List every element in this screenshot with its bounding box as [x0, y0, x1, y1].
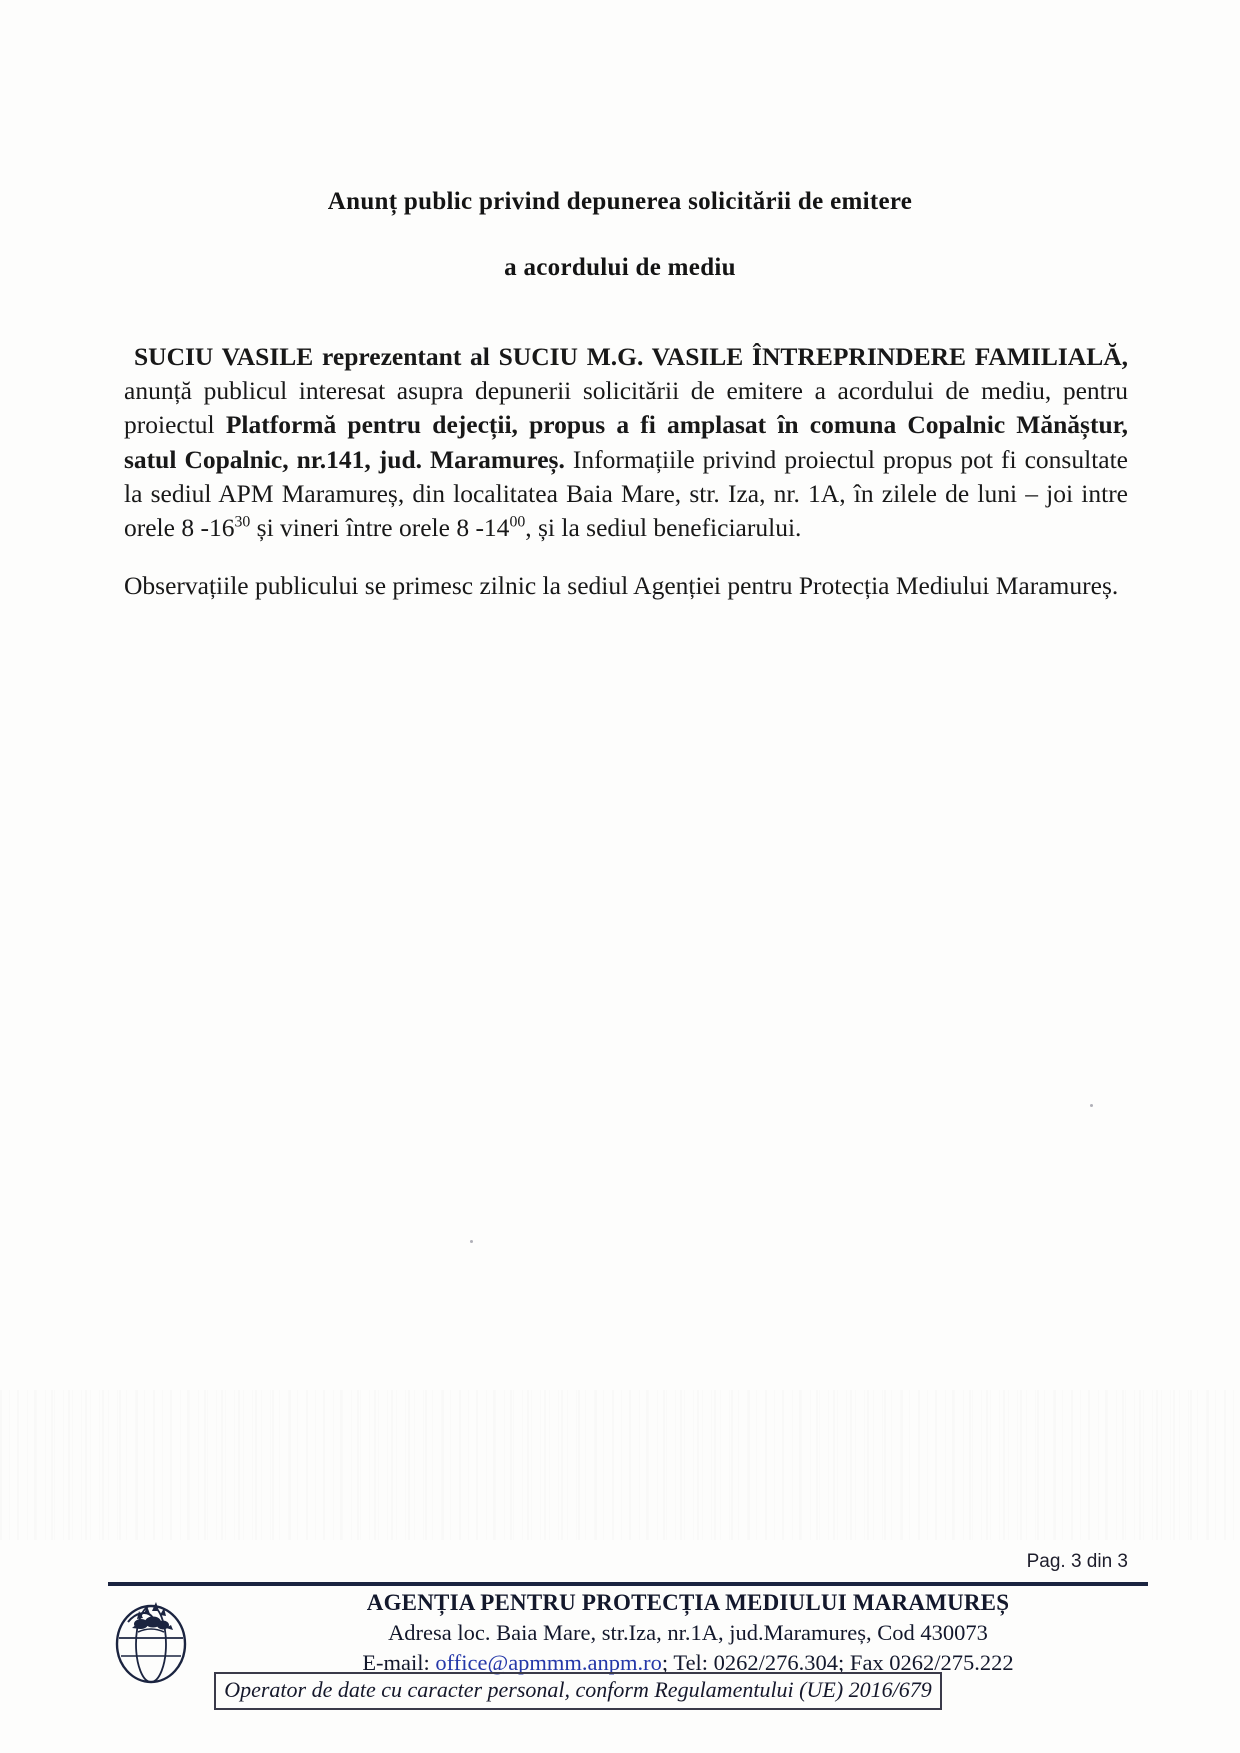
announcement-text-2: Informațiile privind proiectul propus pot fi consultate la sediul APM Maramureș, din localitatea Baia Mare, str. Iza, nr. 1A, în zilele de luni – joi intre orele 8 -16: [124, 444, 1128, 543]
title-line-1: Anunț public privind depunerea solicitării de emitere: [327, 188, 913, 215]
observations-paragraph: Observațiile publicului se primesc zilnic la sediul Agenției pentru Protecția Mediului Maramureș.: [124, 571, 1119, 601]
footer-divider: [108, 1582, 1148, 1586]
document-body: [124, 340, 1128, 603]
footer-email-link[interactable]: office@apmmm.anpm.ro: [435, 1650, 662, 1675]
apm-globe-logo-icon: [108, 1594, 194, 1686]
page-title: [0, 188, 1240, 282]
hours-superscript-1: 30: [234, 513, 251, 531]
scan-artifact-band: [0, 1390, 1240, 1540]
page-number: Pag. 3 din 3: [1026, 1551, 1128, 1572]
announcement-text-3: și vineri între orele 8 -14: [250, 513, 510, 543]
scan-speck: [470, 1240, 473, 1243]
scan-speck: [1090, 1104, 1093, 1107]
hours-superscript-2: 00: [509, 513, 526, 531]
footer-organization: AGENȚIA PENTRU PROTECȚIA MEDIULUI MARAMUREȘ: [366, 1590, 1010, 1615]
announcement-text-1: anunță publicul interesat asupra depunerii solicitării de emitere a acordului de mediu, pentru proiectul: [124, 376, 1128, 440]
gdpr-notice-box: [214, 1672, 942, 1710]
gdpr-notice-text: Operator de date cu caracter personal, conform Regulamentului (UE) 2016/679: [224, 1677, 932, 1702]
footer-address: Adresa loc. Baia Mare, str.Iza, nr.1A, jud.Maramureș, Cod 430073: [388, 1620, 988, 1645]
project-description-bold: Platformă pentru dejecții, propus a fi amplasat în comuna Copalnic Mănăștur, satul Copalnic, nr.141, jud. Maramureș.: [124, 410, 1128, 474]
footer: [108, 1590, 1148, 1676]
title-line-2: a acordului de mediu: [504, 254, 736, 281]
footer-text-block: [228, 1590, 1148, 1676]
footer-email-label: E-mail:: [362, 1650, 436, 1675]
announcement-text-4: , și la sediul beneficiarului.: [525, 513, 802, 543]
applicant-name-bold: SUCIU VASILE reprezentant al SUCIU M.G. VASILE ÎNTREPRINDERE FAMILIALĂ,: [134, 342, 1128, 371]
announcement-paragraph: [124, 340, 1128, 545]
footer-phone-fax: ; Tel: 0262/276.304; Fax 0262/275.222: [661, 1650, 1014, 1675]
